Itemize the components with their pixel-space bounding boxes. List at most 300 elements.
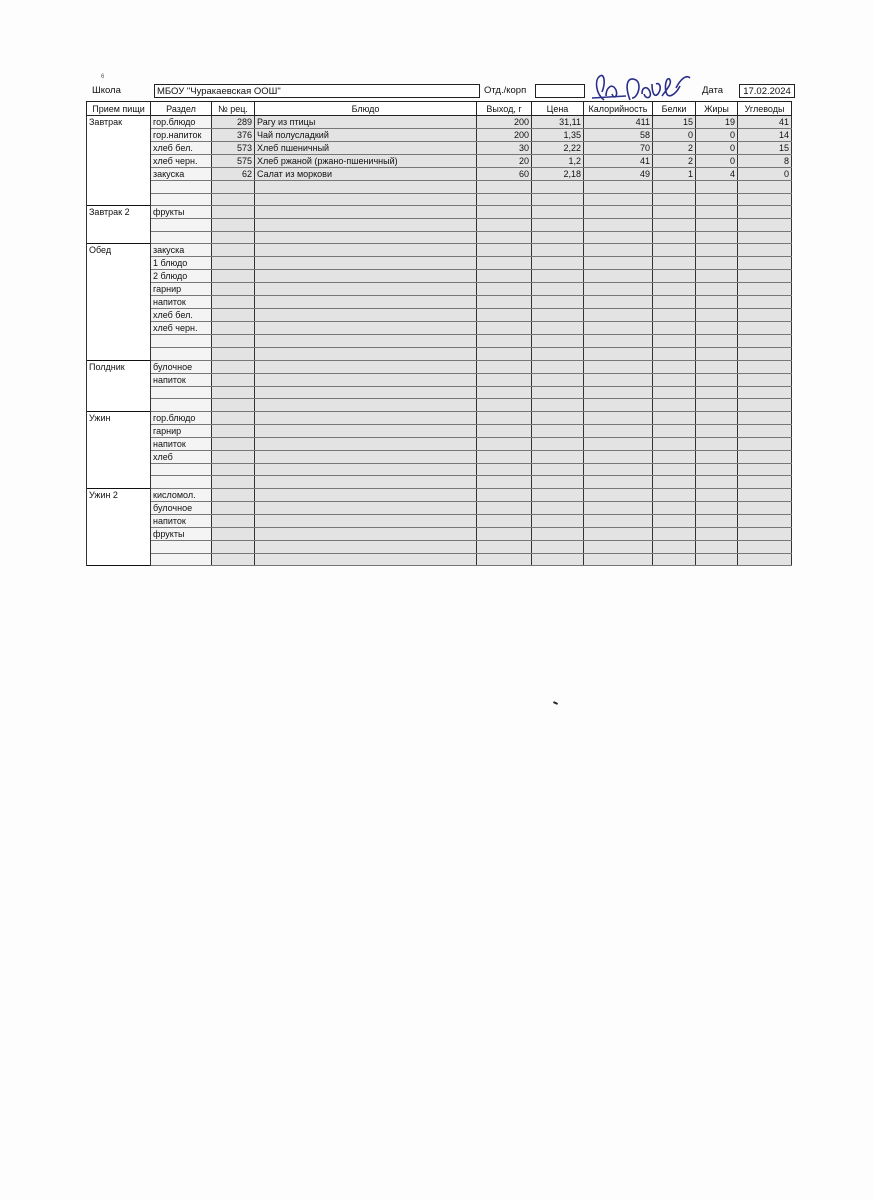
table-row [87, 181, 792, 194]
fats-cell [696, 231, 738, 244]
price-cell [532, 283, 584, 296]
price-cell [532, 437, 584, 450]
recipe-no-cell [212, 437, 255, 450]
recipe-no-cell [212, 424, 255, 437]
calories-cell [584, 257, 653, 270]
price-cell [532, 244, 584, 257]
calories-cell [584, 411, 653, 424]
table-row [87, 360, 792, 373]
section-cell: напиток [151, 296, 212, 309]
recipe-no-cell [212, 463, 255, 476]
table-row [87, 424, 792, 437]
price-cell [532, 193, 584, 206]
recipe-no-cell [212, 411, 255, 424]
col-calories: Калорийность [584, 102, 653, 116]
fats-cell: 19 [696, 116, 738, 129]
fats-cell [696, 373, 738, 386]
meal-name: Завтрак [87, 116, 151, 206]
carbs-cell [738, 386, 792, 399]
calories-cell [584, 360, 653, 373]
recipe-no-cell [212, 399, 255, 412]
col-fats: Жиры [696, 102, 738, 116]
proteins-cell [653, 411, 696, 424]
section-cell: хлеб бел. [151, 142, 212, 155]
menu-body [87, 116, 792, 566]
meal-name: Завтрак 2 [87, 206, 151, 244]
dish-cell [255, 231, 477, 244]
fats-cell [696, 193, 738, 206]
fats-cell [696, 296, 738, 309]
calories-cell [584, 347, 653, 360]
col-dish: Блюдо [255, 102, 477, 116]
price-cell [532, 463, 584, 476]
weight-cell [477, 488, 532, 501]
table-row [87, 373, 792, 386]
section-cell [151, 335, 212, 348]
calories-cell [584, 501, 653, 514]
carbs-cell [738, 347, 792, 360]
recipe-no-cell [212, 283, 255, 296]
fats-cell [696, 527, 738, 540]
carbs-cell [738, 476, 792, 489]
table-row [87, 540, 792, 553]
section-cell: 1 блюдо [151, 257, 212, 270]
carbs-cell [738, 257, 792, 270]
dish-cell [255, 219, 477, 232]
dish-cell [255, 411, 477, 424]
proteins-cell [653, 360, 696, 373]
table-row [87, 283, 792, 296]
weight-cell [477, 386, 532, 399]
recipe-no-cell [212, 257, 255, 270]
weight-cell [477, 181, 532, 194]
weight-cell [477, 219, 532, 232]
dish-cell [255, 399, 477, 412]
dish-cell [255, 257, 477, 270]
fats-cell [696, 514, 738, 527]
dish-cell [255, 193, 477, 206]
fats-cell [696, 476, 738, 489]
recipe-no-cell [212, 360, 255, 373]
carbs-cell [738, 244, 792, 257]
calories-cell [584, 322, 653, 335]
weight-cell: 200 [477, 129, 532, 142]
proteins-cell [653, 283, 696, 296]
weight-cell [477, 463, 532, 476]
table-row [87, 155, 792, 168]
recipe-no-cell: 376 [212, 129, 255, 142]
calories-cell [584, 231, 653, 244]
section-cell [151, 386, 212, 399]
col-proteins: Белки [653, 102, 696, 116]
calories-cell [584, 424, 653, 437]
price-cell [532, 360, 584, 373]
recipe-no-cell [212, 270, 255, 283]
table-row [87, 476, 792, 489]
calories-cell [584, 463, 653, 476]
price-cell [532, 386, 584, 399]
calories-cell [584, 335, 653, 348]
table-row [87, 411, 792, 424]
price-cell [532, 476, 584, 489]
meal-name: Полдник [87, 360, 151, 411]
dish-cell [255, 450, 477, 463]
carbs-cell: 8 [738, 155, 792, 168]
carbs-cell [738, 335, 792, 348]
dish-cell [255, 335, 477, 348]
weight-cell [477, 309, 532, 322]
price-cell: 2,18 [532, 168, 584, 181]
carbs-cell [738, 424, 792, 437]
section-cell [151, 540, 212, 553]
recipe-no-cell [212, 553, 255, 566]
section-cell: кисломол. [151, 488, 212, 501]
carbs-cell [738, 463, 792, 476]
proteins-cell [653, 386, 696, 399]
recipe-no-cell [212, 540, 255, 553]
carbs-cell [738, 360, 792, 373]
dish-cell: Рагу из птицы [255, 116, 477, 129]
weight-cell [477, 424, 532, 437]
recipe-no-cell [212, 296, 255, 309]
weight-cell: 60 [477, 168, 532, 181]
recipe-no-cell [212, 347, 255, 360]
calories-cell: 58 [584, 129, 653, 142]
section-cell: гарнир [151, 283, 212, 296]
recipe-no-cell [212, 450, 255, 463]
section-cell: булочное [151, 501, 212, 514]
dish-cell [255, 206, 477, 219]
table-row [87, 386, 792, 399]
weight-cell [477, 450, 532, 463]
weight-cell: 30 [477, 142, 532, 155]
weight-cell [477, 514, 532, 527]
recipe-no-cell [212, 322, 255, 335]
table-row [87, 219, 792, 232]
table-row [87, 399, 792, 412]
calories-cell [584, 488, 653, 501]
calories-cell [584, 309, 653, 322]
dish-cell [255, 540, 477, 553]
price-cell [532, 231, 584, 244]
table-row [87, 347, 792, 360]
fats-cell [696, 206, 738, 219]
weight-cell [477, 540, 532, 553]
dish-cell: Хлеб ржаной (ржано-пшеничный) [255, 155, 477, 168]
section-cell: хлеб черн. [151, 322, 212, 335]
calories-cell [584, 206, 653, 219]
table-row [87, 142, 792, 155]
table-row [87, 206, 792, 219]
fats-cell [696, 424, 738, 437]
table-row [87, 244, 792, 257]
price-cell [532, 488, 584, 501]
price-cell [532, 219, 584, 232]
weight-cell [477, 476, 532, 489]
fats-cell [696, 553, 738, 566]
recipe-no-cell [212, 501, 255, 514]
fats-cell [696, 347, 738, 360]
price-cell [532, 424, 584, 437]
price-cell [532, 296, 584, 309]
fats-cell [696, 386, 738, 399]
section-cell: хлеб бел. [151, 309, 212, 322]
table-row [87, 231, 792, 244]
table-row [87, 309, 792, 322]
fats-cell [696, 437, 738, 450]
section-cell [151, 231, 212, 244]
calories-cell [584, 193, 653, 206]
weight-cell [477, 527, 532, 540]
carbs-cell [738, 488, 792, 501]
dish-cell [255, 309, 477, 322]
recipe-no-cell: 62 [212, 168, 255, 181]
proteins-cell [653, 450, 696, 463]
proteins-cell [653, 501, 696, 514]
scan-mark: 6 [101, 74, 105, 80]
recipe-no-cell [212, 527, 255, 540]
carbs-cell [738, 296, 792, 309]
carbs-cell [738, 309, 792, 322]
dish-cell [255, 296, 477, 309]
price-cell: 31,11 [532, 116, 584, 129]
carbs-cell [738, 283, 792, 296]
table-row [87, 322, 792, 335]
weight-cell [477, 437, 532, 450]
col-carbs: Углеводы [738, 102, 792, 116]
dish-cell [255, 476, 477, 489]
col-price: Цена [532, 102, 584, 116]
dish-cell [255, 283, 477, 296]
section-cell: гарнир [151, 424, 212, 437]
carbs-cell [738, 399, 792, 412]
proteins-cell: 2 [653, 142, 696, 155]
section-cell: хлеб [151, 450, 212, 463]
col-weight: Выход, г [477, 102, 532, 116]
section-cell [151, 181, 212, 194]
calories-cell [584, 373, 653, 386]
table-row [87, 116, 792, 129]
date-field: 17.02.2024 [739, 84, 795, 98]
carbs-cell: 41 [738, 116, 792, 129]
calories-cell [584, 244, 653, 257]
price-cell [532, 322, 584, 335]
recipe-no-cell [212, 181, 255, 194]
fats-cell: 0 [696, 155, 738, 168]
fats-cell [696, 463, 738, 476]
calories-cell [584, 219, 653, 232]
recipe-no-cell: 575 [212, 155, 255, 168]
carbs-cell [738, 206, 792, 219]
fats-cell [696, 399, 738, 412]
school-name-field: МБОУ "Чуракаевская ООШ" [154, 84, 480, 98]
calories-cell: 41 [584, 155, 653, 168]
carbs-cell [738, 181, 792, 194]
section-cell: гор.напиток [151, 129, 212, 142]
weight-cell [477, 411, 532, 424]
weight-cell [477, 322, 532, 335]
section-cell: закуска [151, 244, 212, 257]
proteins-cell [653, 540, 696, 553]
proteins-cell [653, 181, 696, 194]
fats-cell [696, 283, 738, 296]
recipe-no-cell [212, 514, 255, 527]
fats-cell: 0 [696, 142, 738, 155]
carbs-cell [738, 540, 792, 553]
fats-cell [696, 411, 738, 424]
dish-cell [255, 373, 477, 386]
recipe-no-cell [212, 476, 255, 489]
table-row [87, 335, 792, 348]
recipe-no-cell [212, 373, 255, 386]
dept-field [535, 84, 585, 98]
proteins-cell [653, 206, 696, 219]
weight-cell [477, 553, 532, 566]
price-cell [532, 181, 584, 194]
fats-cell [696, 181, 738, 194]
proteins-cell [653, 399, 696, 412]
proteins-cell [653, 347, 696, 360]
price-cell [532, 411, 584, 424]
table-row [87, 553, 792, 566]
weight-cell [477, 283, 532, 296]
proteins-cell [653, 296, 696, 309]
dish-cell [255, 347, 477, 360]
section-cell [151, 463, 212, 476]
fats-cell [696, 360, 738, 373]
section-cell: хлеб черн. [151, 155, 212, 168]
carbs-cell: 15 [738, 142, 792, 155]
recipe-no-cell: 573 [212, 142, 255, 155]
price-cell [532, 540, 584, 553]
table-row [87, 129, 792, 142]
dish-cell [255, 553, 477, 566]
proteins-cell [653, 244, 696, 257]
carbs-cell [738, 219, 792, 232]
table-row [87, 296, 792, 309]
table-row [87, 257, 792, 270]
calories-cell: 49 [584, 168, 653, 181]
section-cell: фрукты [151, 206, 212, 219]
price-cell [532, 399, 584, 412]
dish-cell [255, 386, 477, 399]
table-row [87, 450, 792, 463]
proteins-cell: 0 [653, 129, 696, 142]
date-label: Дата [702, 85, 724, 96]
dish-cell [255, 501, 477, 514]
weight-cell [477, 231, 532, 244]
carbs-cell [738, 411, 792, 424]
proteins-cell [653, 488, 696, 501]
section-cell: закуска [151, 168, 212, 181]
calories-cell: 70 [584, 142, 653, 155]
carbs-cell [738, 527, 792, 540]
weight-cell [477, 373, 532, 386]
calories-cell [584, 527, 653, 540]
section-cell [151, 399, 212, 412]
table-row [87, 437, 792, 450]
recipe-no-cell [212, 335, 255, 348]
calories-cell [584, 437, 653, 450]
proteins-cell [653, 476, 696, 489]
section-cell: булочное [151, 360, 212, 373]
section-cell [151, 219, 212, 232]
proteins-cell [653, 257, 696, 270]
weight-cell [477, 360, 532, 373]
school-label: Школа [92, 85, 121, 96]
meal-name: Обед [87, 244, 151, 360]
price-cell [532, 501, 584, 514]
dish-cell [255, 360, 477, 373]
col-recipe-no: № рец. [212, 102, 255, 116]
proteins-cell [653, 270, 696, 283]
carbs-cell [738, 231, 792, 244]
dept-label: Отд./корп [484, 85, 527, 96]
proteins-cell [653, 231, 696, 244]
recipe-no-cell [212, 193, 255, 206]
calories-cell [584, 540, 653, 553]
weight-cell [477, 206, 532, 219]
price-cell: 1,35 [532, 129, 584, 142]
recipe-no-cell [212, 206, 255, 219]
section-cell [151, 553, 212, 566]
weight-cell [477, 244, 532, 257]
section-cell [151, 193, 212, 206]
dish-cell [255, 181, 477, 194]
recipe-no-cell [212, 309, 255, 322]
calories-cell [584, 296, 653, 309]
carbs-cell [738, 322, 792, 335]
price-cell [532, 373, 584, 386]
proteins-cell [653, 527, 696, 540]
price-cell [532, 206, 584, 219]
price-cell [532, 347, 584, 360]
proteins-cell [653, 373, 696, 386]
fats-cell [696, 219, 738, 232]
section-cell: напиток [151, 373, 212, 386]
table-row [87, 514, 792, 527]
table-row [87, 488, 792, 501]
carbs-cell [738, 193, 792, 206]
section-cell [151, 347, 212, 360]
fats-cell [696, 309, 738, 322]
dish-cell [255, 244, 477, 257]
price-cell [532, 450, 584, 463]
proteins-cell [653, 219, 696, 232]
dish-cell [255, 488, 477, 501]
weight-cell: 20 [477, 155, 532, 168]
table-row [87, 193, 792, 206]
calories-cell [584, 270, 653, 283]
meal-name: Ужин [87, 411, 151, 488]
col-section: Раздел [151, 102, 212, 116]
price-cell: 1,2 [532, 155, 584, 168]
dish-cell [255, 514, 477, 527]
dish-cell: Чай полусладкий [255, 129, 477, 142]
section-cell: 2 блюдо [151, 270, 212, 283]
calories-cell [584, 514, 653, 527]
price-cell [532, 553, 584, 566]
recipe-no-cell [212, 244, 255, 257]
calories-cell [584, 476, 653, 489]
table-row [87, 463, 792, 476]
price-cell [532, 335, 584, 348]
price-cell: 2,22 [532, 142, 584, 155]
carbs-cell [738, 501, 792, 514]
price-cell [532, 514, 584, 527]
weight-cell [477, 270, 532, 283]
carbs-cell [738, 553, 792, 566]
